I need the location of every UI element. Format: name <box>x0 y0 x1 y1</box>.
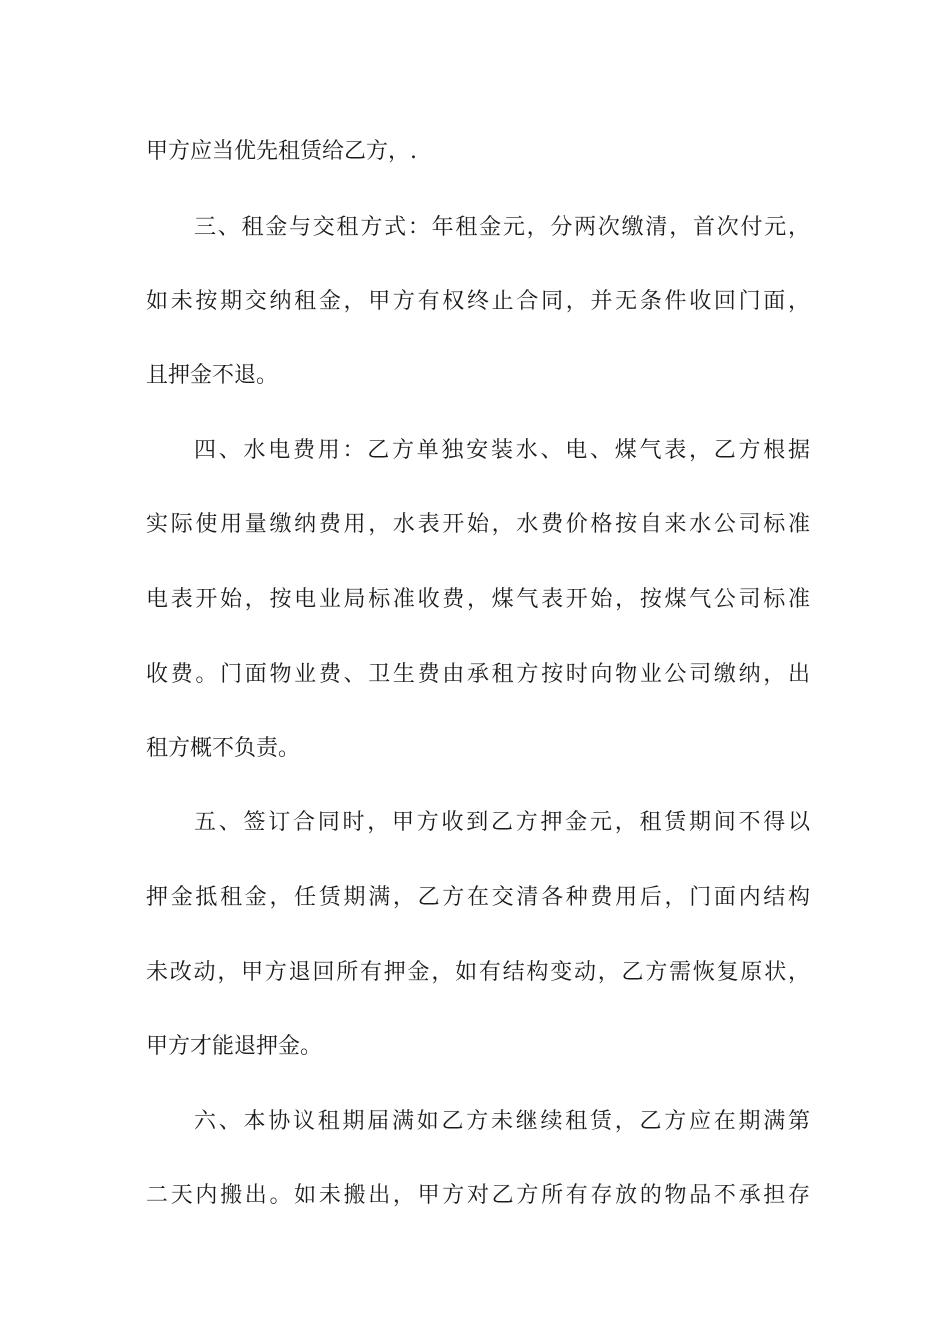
text-line: 实际使用量缴纳费用，水表开始，水费价格按自来水公司标准 <box>146 512 810 537</box>
paragraph-5-heading-line: 五、签订合同时，甲方收到乙方押金元，租赁期间不得以 <box>194 810 810 835</box>
text-line: 未改动，甲方退回所有押金，如有结构变动，乙方需恢复原状， <box>146 960 810 985</box>
text-line: 收费。门面物业费、卫生费由承租方按时向物业公司缴纳，出 <box>146 662 810 687</box>
text-line: 电表开始，按电业局标准收费，煤气表开始，按煤气公司标准 <box>146 587 810 612</box>
text-line: 租方概不负责。 <box>146 736 301 761</box>
paragraph-3-heading-line: 三、租金与交租方式：年租金元，分两次缴清，首次付元， <box>194 215 810 240</box>
text-line: 二天内搬出。如未搬出，甲方对乙方所有存放的物品不承担存 <box>146 1183 810 1208</box>
text-line: 甲方应当优先租赁给乙方，. <box>146 139 417 164</box>
paragraph-4-heading-line: 四、水电费用：乙方单独安装水、电、煤气表，乙方根据 <box>194 438 810 463</box>
paragraph-6-heading-line: 六、本协议租期届满如乙方未继续租赁，乙方应在期满第 <box>194 1109 810 1134</box>
text-line: 如未按期交纳租金，甲方有权终止合同，并无条件收回门面， <box>146 289 810 314</box>
text-line: 押金抵租金，任赁期满，乙方在交清各种费用后，门面内结构 <box>146 885 810 910</box>
text-line: 甲方才能退押金。 <box>146 1034 323 1059</box>
text-line: 且押金不退。 <box>146 363 279 388</box>
